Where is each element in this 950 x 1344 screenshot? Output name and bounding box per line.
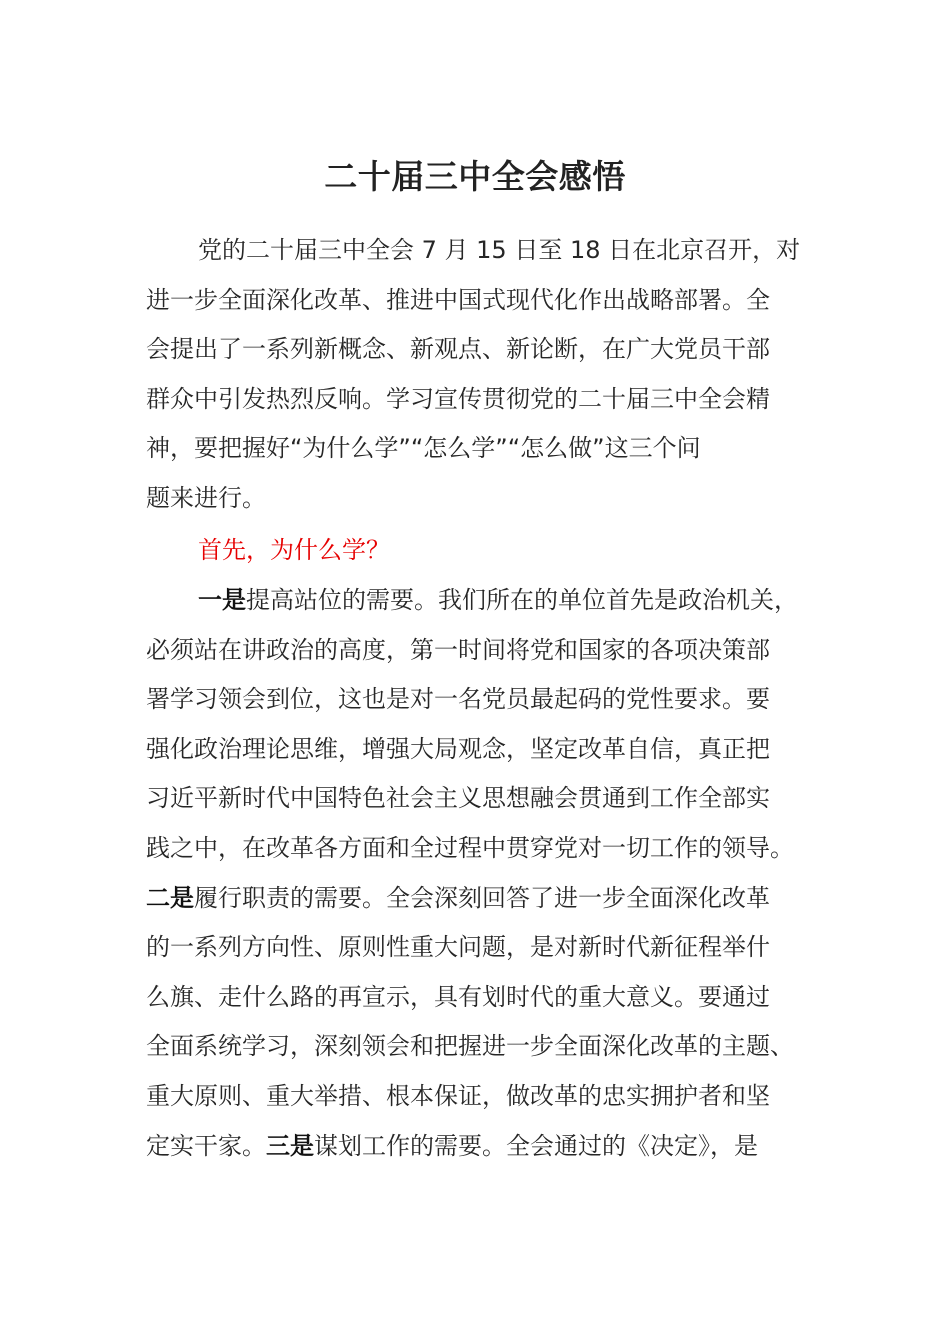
paragraph-line: 必须站在讲政治的高度，第一时间将党和国家的各项决策部 [146,635,770,664]
paragraph-line: 署学习领会到位，这也是对一名党员最起码的党性要求。要 [146,685,770,714]
paragraph-line [146,874,806,924]
paragraph-line: 强化政治理论思维，增强大局观念，坚定改革自信，真正把 [146,734,770,763]
document-title: 二十届三中全会感悟 [324,157,626,196]
paragraph-line: 进一步全面深化改革、推进中国式现代化作出战略部署。全 [146,285,770,314]
point-marker-one: 一是 [198,586,246,614]
section-heading-text: 首先，为什么学？ [198,536,390,564]
point-marker-three: 三是 [266,1131,314,1160]
point-marker-two: 二是 [146,883,194,912]
paragraph-line: 习近平新时代中国特色社会主义思想融会贯通到工作全部实 [146,784,770,813]
paragraph-line-text: 定实干家。 [146,1131,266,1160]
paragraph-line: 践之中，在改革各方面和全过程中贯穿党对一切工作的领导。 [146,833,794,862]
paragraph-line: 么旗、走什么路的再宣示，具有划时代的重大意义。要通过 [146,982,770,1011]
paragraph-why-study [146,576,806,1171]
paragraph-line [146,1122,806,1172]
paragraph-line-text: 履行职责的需要。全会深刻回答了进一步全面深化改革 [194,883,770,912]
paragraph-line-text: 谋划工作的需要。全会通过的《决定》，是 [314,1131,758,1160]
paragraph-line: 党的二十届三中全会 7 月 15 日至 18 日在北京召开，对 [198,236,801,264]
paragraph-line: 全面系统学习，深刻领会和把握进一步全面深化改革的主题、 [146,1032,794,1061]
paragraph-line: 群众中引发热烈反响。学习宣传贯彻党的二十届三中全会精 [146,384,770,413]
section-heading [146,526,806,576]
paragraph-line: 题来进行。 [146,483,266,512]
paragraph-line: 的一系列方向性、原则性重大问题，是对新时代新征程举什 [146,933,770,962]
paragraph-line: 神，要把握好“为什么学”“怎么学”“怎么做”这三个问 [146,434,701,463]
paragraph-intro [146,226,806,524]
paragraph-line-text: 提高站位的需要。我们所在的单位首先是政治机关， [246,586,798,614]
paragraph-line: 会提出了一系列新概念、新观点、新论断，在广大党员干部 [146,335,770,364]
paragraph-line: 重大原则、重大举措、根本保证，做改革的忠实拥护者和坚 [146,1081,770,1110]
paragraph-line [146,576,806,626]
